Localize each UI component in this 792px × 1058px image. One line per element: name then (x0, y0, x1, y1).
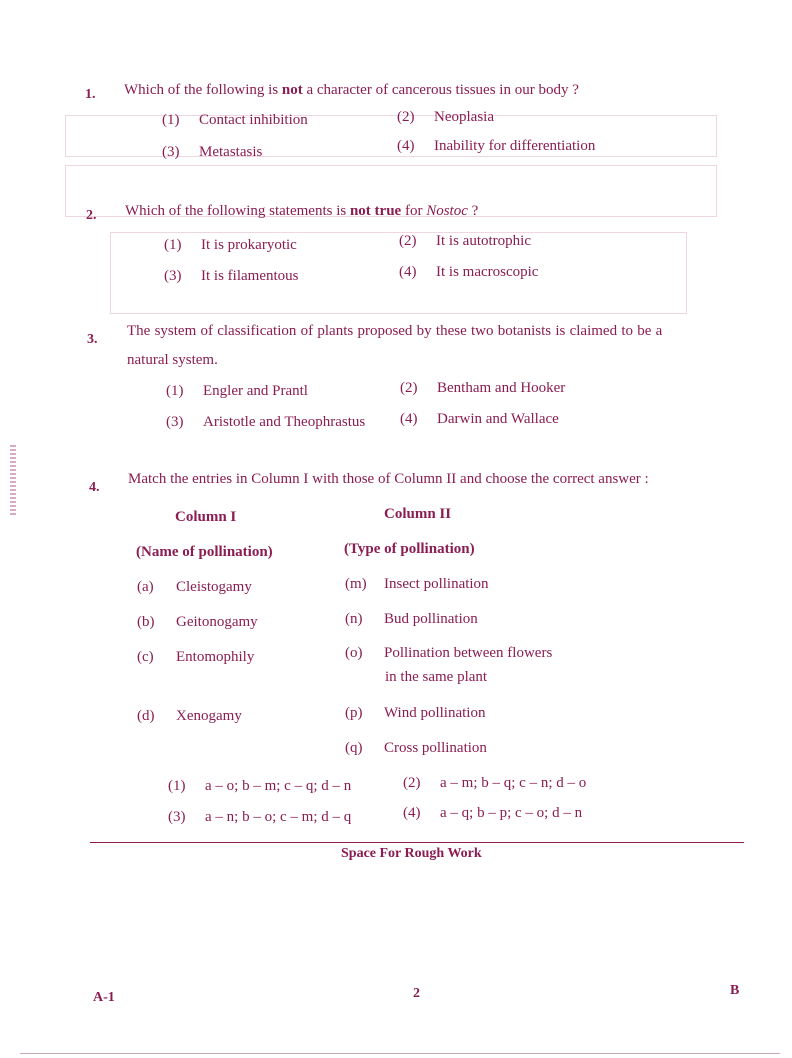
rough-work-divider (90, 842, 744, 843)
question-text-line-1: The system of classification of plants proposed by these two botanists is claimed to be a (127, 323, 663, 339)
margin-barcode-mark (10, 445, 16, 517)
booklet-code: A-1 (93, 990, 115, 1005)
option-4[interactable]: (4) Darwin and Wallace (400, 411, 559, 427)
series-letter: B (730, 983, 740, 998)
column-1-row-d: (d) Xenogamy (137, 708, 242, 724)
question-text: Which of the following statements is not true for Nostoc ? (125, 203, 479, 219)
option-1[interactable]: (1) Contact inhibition (162, 112, 308, 128)
option-3[interactable]: (3) Metastasis (162, 144, 263, 160)
option-1[interactable]: (1) a – o; b – m; c – q; d – n (168, 778, 352, 794)
option-3[interactable]: (3) It is filamentous (164, 268, 299, 284)
column-2-row-n: (n) Bud pollination (345, 611, 478, 627)
option-4[interactable]: (4) a – q; b – p; c – o; d – n (403, 805, 583, 821)
column-2-header: Column II (384, 506, 452, 522)
question-text: Match the entries in Column I with those of Column II and choose the correct answer : (128, 471, 649, 487)
column-1-row-a: (a) Cleistogamy (137, 579, 252, 595)
column-2-row-o-continued: in the same plant (385, 669, 488, 685)
question-text: Which of the following is not a character of cancerous tissues in our body ? (124, 82, 579, 98)
question-text-line-2: natural system. (127, 352, 218, 368)
option-4[interactable]: (4) Inability for differentiation (397, 138, 596, 154)
page-bottom-edge (20, 1053, 780, 1054)
column-1-row-c: (c) Entomophily (137, 649, 255, 665)
option-3[interactable]: (3) a – n; b – o; c – m; d – q (168, 809, 352, 825)
question-number: 1. (85, 87, 96, 102)
column-1-row-b: (b) Geitonogamy (137, 614, 258, 630)
option-2[interactable]: (2) Neoplasia (397, 109, 494, 125)
column-2-subheader: (Type of pollination) (344, 541, 475, 557)
column-2-row-p: (p) Wind pollination (345, 705, 486, 721)
question-number: 4. (89, 480, 100, 495)
column-2-row-q: (q) Cross pollination (345, 740, 487, 756)
question-number: 3. (87, 332, 98, 347)
option-4[interactable]: (4) It is macroscopic (399, 264, 539, 280)
question-number: 2. (86, 208, 97, 223)
column-1-subheader: (Name of pollination) (136, 544, 273, 560)
option-2[interactable]: (2) It is autotrophic (399, 233, 531, 249)
rough-work-label: Space For Rough Work (341, 846, 482, 861)
option-1[interactable]: (1) Engler and Prantl (166, 383, 308, 399)
page-number: 2 (413, 986, 420, 1001)
option-2[interactable]: (2) a – m; b – q; c – n; d – o (403, 775, 587, 791)
column-1-header: Column I (175, 509, 237, 525)
column-2-row-m: (m) Insect pollination (345, 576, 489, 592)
option-1[interactable]: (1) It is prokaryotic (164, 237, 297, 253)
column-2-row-o: (o) Pollination between flowers (345, 645, 553, 661)
option-2[interactable]: (2) Bentham and Hooker (400, 380, 566, 396)
option-3[interactable]: (3) Aristotle and Theophrastus (166, 414, 366, 430)
